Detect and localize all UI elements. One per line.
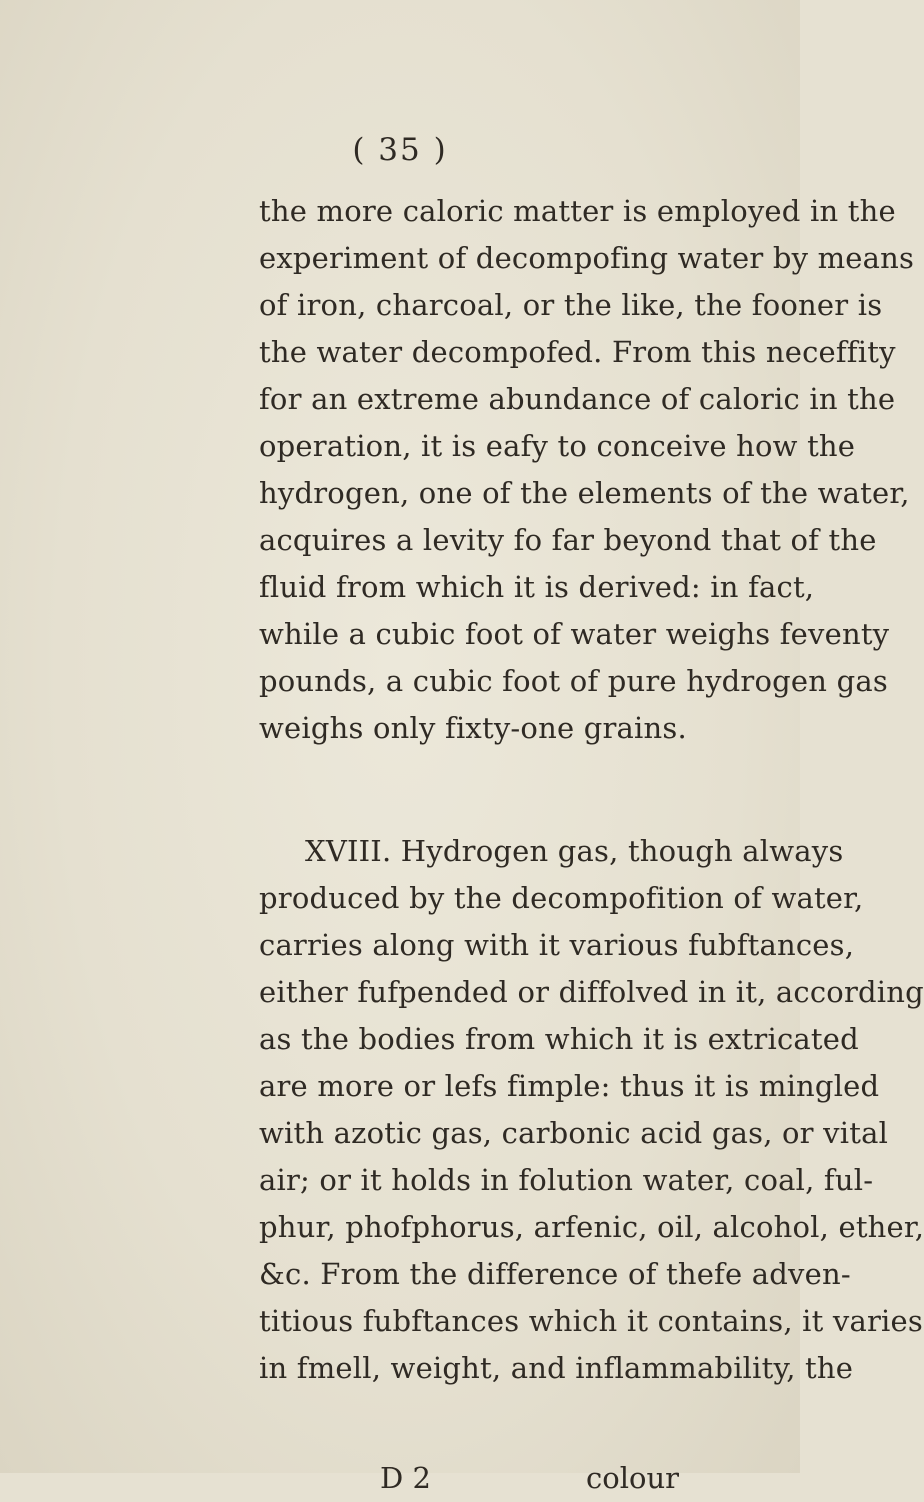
text-line: acquires a levity fo far beyond that of the: [259, 523, 877, 557]
text-line: with azotic gas, carbonic acid gas, or vital: [259, 1116, 889, 1150]
text-line: fluid from which it is derived: in fact,: [259, 570, 815, 604]
text-line: titious fubftances which it contains, it varies: [259, 1304, 923, 1338]
paragraph-1: [259, 188, 915, 752]
text-line: the more caloric matter is employed in the: [259, 194, 896, 228]
text-line: produced by the decompofition of water,: [259, 881, 864, 915]
text-line: experiment of decompofing water by means: [259, 241, 915, 275]
text-line: carries along with it various fubftances,: [259, 928, 855, 962]
text-line: of iron, charcoal, or the like, the fooner is: [259, 288, 883, 322]
text-line: the water decompofed. From this neceffity: [259, 335, 896, 369]
text-line: while a cubic foot of water weighs feventy: [259, 617, 890, 651]
text-line: hydrogen, one of the elements of the water,: [259, 476, 910, 510]
page-number: ( 35 ): [352, 132, 448, 168]
text-line: as the bodies from which it is extricated: [259, 1022, 859, 1056]
catchword: colour: [586, 1461, 679, 1495]
signature-mark: D 2: [380, 1461, 431, 1495]
text-line: weighs only fixty-one grains.: [259, 711, 687, 745]
text-line: operation, it is eafy to conceive how the: [259, 429, 856, 463]
text-line: in fmell, weight, and inflammability, the: [259, 1351, 854, 1385]
text-line: pounds, a cubic foot of pure hydrogen gas: [259, 664, 888, 698]
page-footer: [259, 1455, 679, 1502]
text-line: &c. From the difference of thefe adven-: [259, 1257, 851, 1291]
text-line: XVIII. Hydrogen gas, though always: [305, 834, 844, 868]
text-line: either fufpended or diffolved in it, according: [259, 975, 924, 1009]
text-line: phur, phofphorus, arfenic, oil, alcohol, ether,: [259, 1210, 924, 1244]
text-line: for an extreme abundance of caloric in the: [259, 382, 896, 416]
text-line: are more or lefs fimple: thus it is mingled: [259, 1069, 880, 1103]
paragraph-2: [259, 828, 924, 1392]
text-line: air; or it holds in folution water, coal, ful-: [259, 1163, 874, 1197]
